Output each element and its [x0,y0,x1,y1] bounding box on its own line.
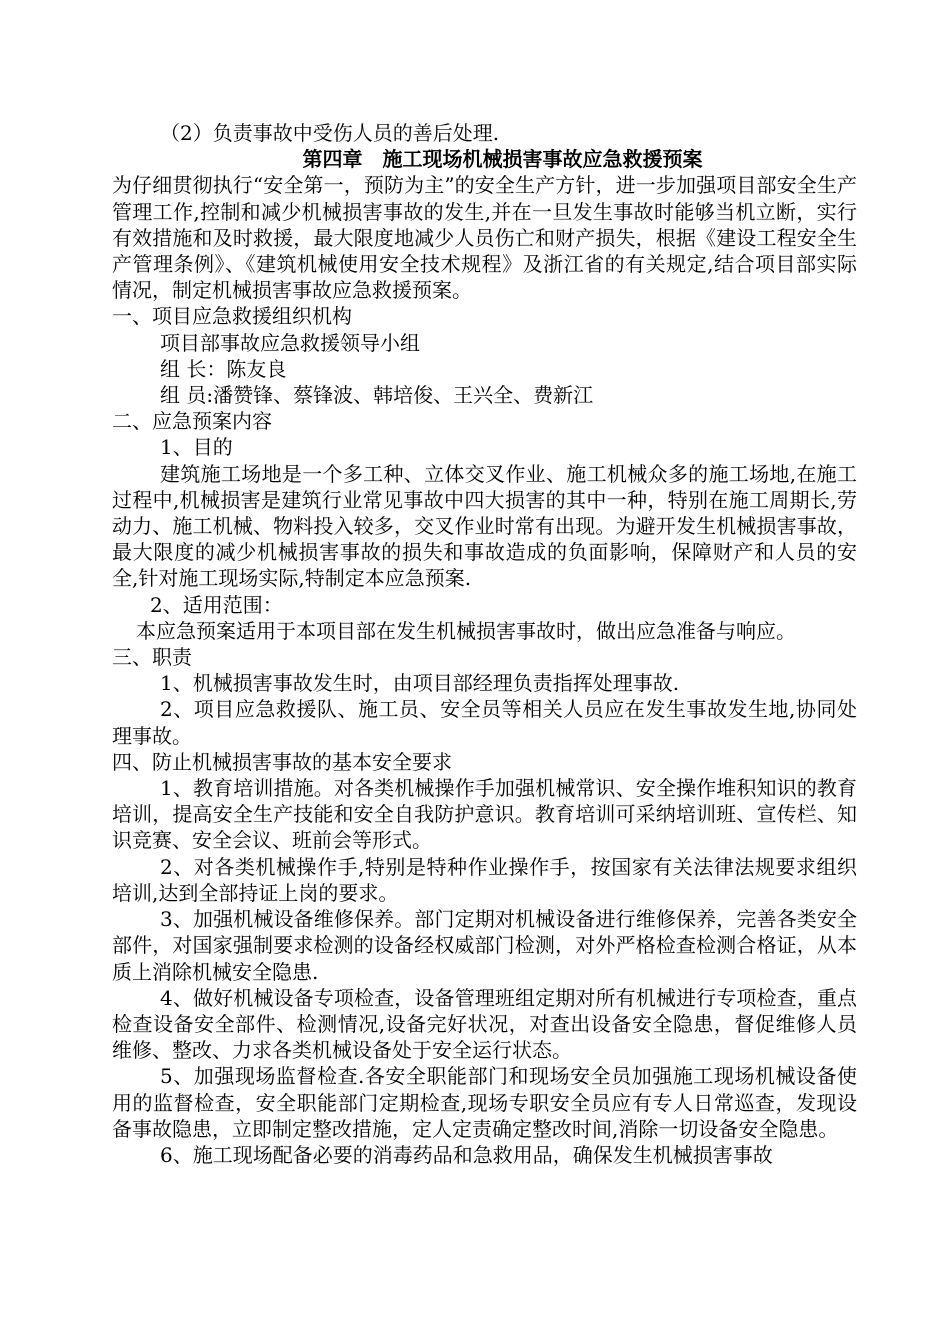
section1-heading: 一、项目应急救援组织机构 [112,304,352,329]
section3-heading: 三、职责 [112,645,192,670]
section4-item: 3、加强机械设备维修保养。部门定期对机械设备进行维修保养，完善各类安全部件，对国家强制要求检测的设备经权威部门检测，对外严格检查检测合格证，从本质上消除机械安全隐患. [112,907,857,984]
section4-item: 2、对各类机械操作手,特别是特种作业操作手，按国家有关法律法规要求组织培训,达到全部持证上岗的要求。 [112,854,857,905]
section4-item: 5、加强现场监督检查.各安全职能部门和现场安全员加强施工现场机械设备使用的监督检查，安全职能部门定期检查,现场专职安全员应有专人日常巡查，发现设备事故隐患，立即制定整改措施，定人定责确定整改时间,消除一切设备安全隐患。 [112,1064,857,1141]
section2-heading: 二、应急预案内容 [112,409,272,434]
section2-item2-title: 2、适用范围： [150,592,283,617]
section4-item: 1、教育培训措施。对各类机械操作手加强机械常识、安全操作堆积知识的教育培训，提高安全生产技能和安全自我防护意识。教育培训可采纳培训班、宣传栏、知识竞赛、安全会议、班前会等形式。 [112,776,857,853]
section2-item1-title: 1、目的 [160,435,233,460]
chapter-title: 第四章 施工现场机械损害事故应急救援预案 [302,147,703,172]
section3-item: 2、项目应急救援队、施工员、安全员等相关人员应在发生事故发生地,协同处理事故。 [112,697,857,748]
intro-line: （2）负责事故中受伤人员的善后处理. [160,121,500,145]
preface-paragraph: 为仔细贯彻执行“安全第一，预防为主”的安全生产方针，进一步加强项目部安全生产管理工作,控制和减少机械损害事故的发生,并在一旦发生事故时能够当机立断，实行有效措施和及时救援，最大限度地减少人员伤亡和财产损失，根据《建设工程安全生产管理条例》、《建筑机械使用安全技术规程》及浙江省的有关规定,结合项目部实际情况，制定机械损害事故应急救援预案。 [112,173,857,303]
section3-item: 1、机械损害事故发生时，由项目部经理负责指挥处理事故. [160,671,680,696]
section4-heading: 四、防止机械损害事故的基本安全要求 [112,749,452,774]
document-page [112,120,857,1168]
group-name: 项目部事故应急救援领导小组 [160,330,420,355]
group-leader: 组 长：陈友良 [160,356,287,381]
section4-item: 4、做好机械设备专项检查，设备管理班组定期对所有机械进行专项检查，重点检查设备安全部件、检测情况,设备完好状况，对查出设备安全隐患，督促维修人员维修、整改、力求各类机械设备处于安全运行状态。 [112,985,857,1063]
section2-item1-body: 建筑施工场地是一个多工种、立体交叉作业、施工机械众多的施工场地,在施工过程中,机械损害是建筑行业常见事故中四大损害的其中一种，特别在施工周期长,劳动力、施工机械、物料投入较多，交叉作业时常有出现。为避开发生机械损害事故，最大限度的减少机械损害事故的损失和事故造成的负面影响，保障财产和人员的安全,针对施工现场实际,特制定本应急预案. [112,461,857,591]
section4-item: 6、施工现场配备必要的消毒药品和急救用品，确保发生机械损害事故 [160,1142,773,1167]
section2-item2-body: 本应急预案适用于本项目部在发生机械损害事故时，做出应急准备与响应。 [136,618,796,643]
group-members: 组 员:潘赞锋、蔡锋波、韩培俊、王兴全、费新江 [160,383,594,408]
